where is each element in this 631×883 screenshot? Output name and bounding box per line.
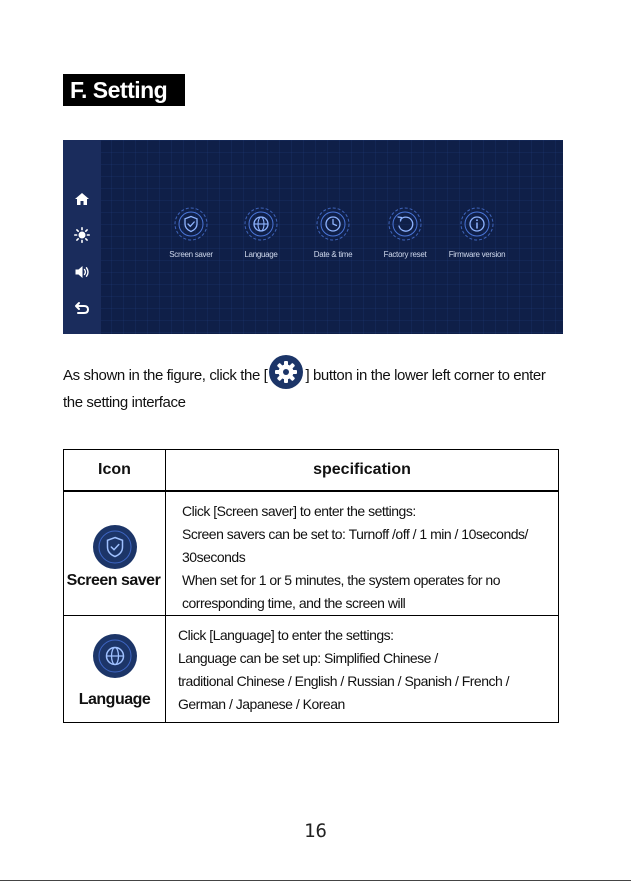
menu-label: Language — [244, 250, 278, 259]
menu-label: Screen saver — [169, 250, 213, 259]
menu-label: Date & time — [313, 250, 353, 259]
menu-item-screen-saver[interactable] — [151, 206, 231, 259]
specification-table — [63, 449, 559, 723]
clock-icon — [315, 206, 351, 242]
section-title: F. Setting — [63, 74, 185, 106]
spec-line: Click [Language] to enter the settings: — [178, 626, 394, 643]
spec-line: When set for 1 or 5 minutes, the system operates for no — [182, 571, 500, 588]
intro-text-after: ] button in the lower left corner to enter the setting interface — [63, 366, 546, 411]
spec-line: German / Japanese / Korean — [178, 695, 345, 712]
screen-sidebar — [63, 140, 101, 334]
table-row — [64, 615, 559, 722]
spec-cell — [166, 615, 559, 722]
menu-label: Factory reset — [383, 250, 427, 259]
icon-cell — [64, 615, 166, 722]
globe-icon — [92, 633, 138, 679]
menu-item-firmware-version[interactable] — [437, 206, 517, 259]
intro-text-before: As shown in the figure, click the [ — [63, 366, 268, 384]
reset-icon — [387, 206, 423, 242]
menu-item-language[interactable] — [221, 206, 301, 259]
info-icon — [459, 206, 495, 242]
shield-check-icon — [173, 206, 209, 242]
brightness-icon — [74, 227, 90, 243]
spec-line: Click [Screen saver] to enter the settings: — [182, 502, 416, 519]
cell-label: Language — [78, 690, 151, 708]
cell-label: Screen saver — [66, 571, 161, 589]
spec-line: 30seconds — [182, 548, 246, 565]
header-icon: Icon — [64, 450, 166, 491]
spec-line: Screen savers can be set to: Turnoff /off / 1 min / 10seconds/ — [182, 525, 528, 542]
header-specification: specification — [166, 450, 559, 491]
menu-label: Firmware version — [448, 250, 506, 259]
shield-check-icon — [92, 524, 138, 570]
globe-icon — [243, 206, 279, 242]
menu-item-factory-reset[interactable] — [365, 206, 445, 259]
bottom-divider — [0, 880, 631, 881]
home-icon — [74, 191, 90, 207]
back-icon — [74, 299, 90, 315]
spec-line: corresponding time, and the screen will — [182, 594, 406, 611]
spec-line: Language can be set up: Simplified Chinese / — [178, 649, 438, 666]
volume-icon — [74, 264, 90, 280]
settings-screen-figure — [63, 140, 563, 334]
table-header-row — [64, 450, 559, 491]
gear-icon — [268, 354, 304, 390]
menu-item-date-time[interactable] — [293, 206, 373, 259]
spec-cell — [166, 491, 559, 616]
page-number: 16 — [304, 820, 327, 842]
spec-line: traditional Chinese / English / Russian / Spanish / French / — [178, 672, 510, 689]
table-row — [64, 491, 559, 616]
icon-cell — [64, 491, 166, 616]
intro-paragraph — [63, 362, 563, 415]
